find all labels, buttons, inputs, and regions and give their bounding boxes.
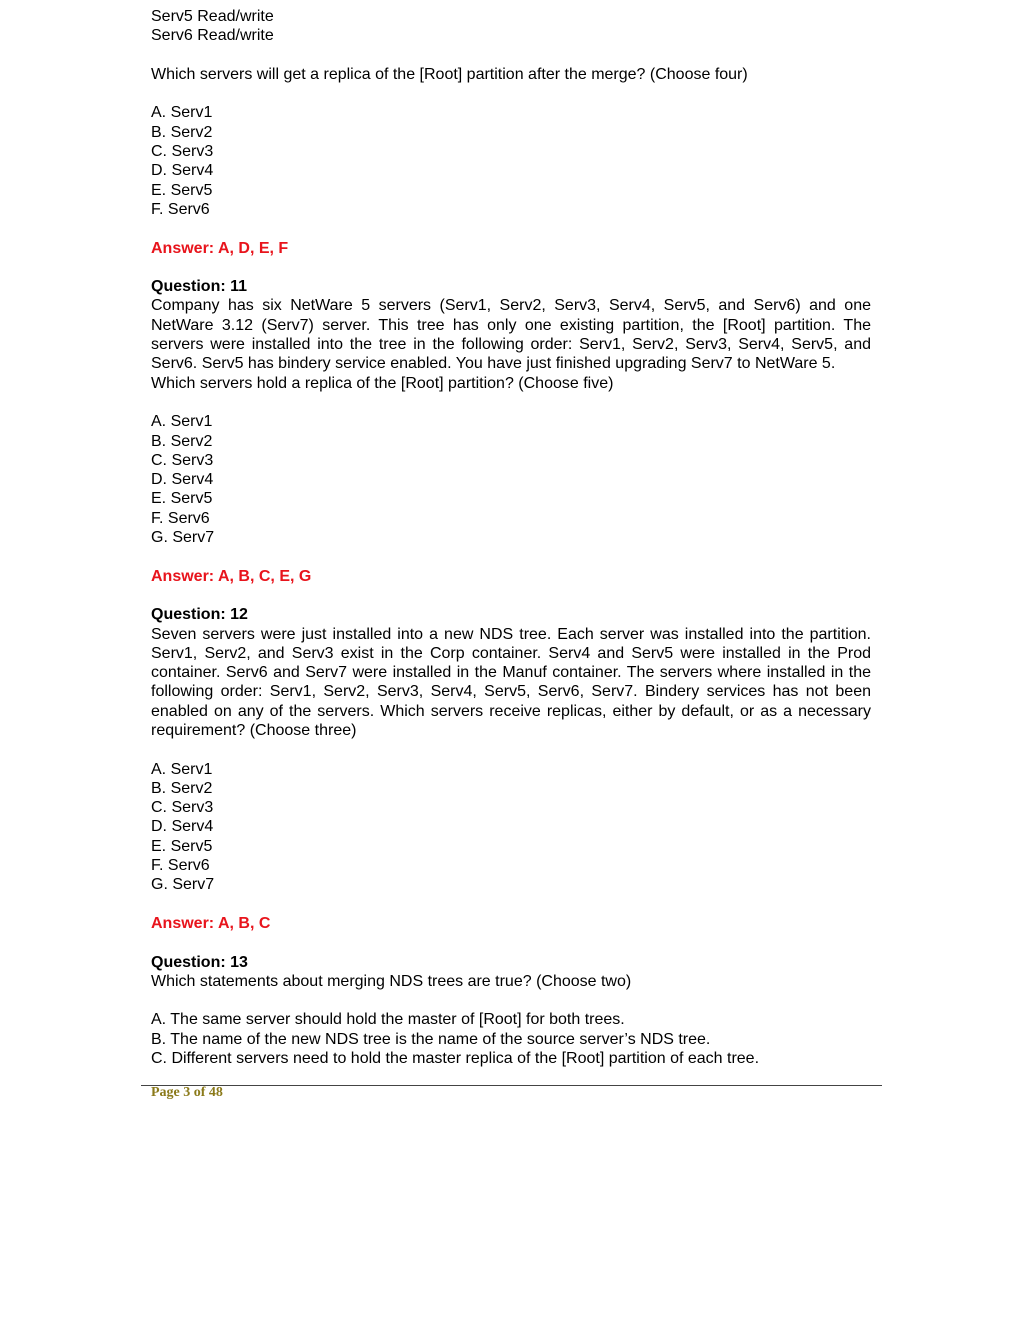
option-item: D. Serv4 [151, 471, 214, 489]
option-item: F. Serv6 [151, 857, 210, 875]
option-item: G. Serv7 [151, 529, 215, 547]
option-item: C. Serv3 [151, 143, 214, 161]
option-item: D. Serv4 [151, 818, 214, 836]
option-item: C. Different servers need to hold the master replica of the [Root] partition of each tree. [151, 1050, 760, 1068]
option-item: B. Serv2 [151, 779, 213, 797]
text-line: Serv5 Read/write [151, 8, 274, 25]
option-item: A. The same server should hold the master of [Root] for both trees. [151, 1011, 625, 1029]
option-item: B. The name of the new NDS tree is the name of the source server’s NDS tree. [151, 1030, 711, 1048]
option-item: B. Serv2 [151, 432, 213, 450]
option-item: E. Serv5 [151, 181, 213, 199]
option-item: F. Serv6 [151, 200, 210, 218]
option-item: C. Serv3 [151, 451, 214, 469]
answer-line: Answer: A, B, C, E, G [151, 567, 312, 585]
option-item: A. Serv1 [151, 413, 213, 431]
question-prompt: Which statements about merging NDS trees are true? (Choose two) [151, 972, 632, 990]
document-body [151, 7, 871, 1068]
answer-line: Answer: A, D, E, F [151, 239, 289, 257]
option-item: B. Serv2 [151, 123, 213, 141]
question-text: Seven servers were just installed into a new NDS tree. Each server was installed into the partition. Serv1, Serv2, and Serv3 exist in the Corp container. Serv4 and Serv5 were installed in the Prod container. Serv6 and Serv7 were installed in the Manuf container. The servers where installed in the following order: Serv1, Serv2, Serv3, Serv4, Serv5, Serv6, Serv7. Bindery services has not been enabled on any of the servers. Which servers receive replicas, either by default, or as a necessary requirement? (Choose three) [151, 625, 871, 739]
question-heading: Question: 11 [151, 278, 248, 296]
question-heading: Question: 12 [151, 606, 248, 624]
question-heading: Question: 13 [151, 953, 248, 971]
answer-line: Answer: A, B, C [151, 914, 271, 932]
question-prompt: Which servers hold a replica of the [Root] partition? (Choose five) [151, 374, 614, 392]
question-prompt: Which servers will get a replica of the [Root] partition after the merge? (Choose four) [151, 65, 748, 83]
option-item: D. Serv4 [151, 162, 214, 180]
text-line: Serv6 Read/write [151, 27, 274, 45]
option-item: E. Serv5 [151, 837, 213, 855]
page-number: Page 3 of 48 [151, 1085, 223, 1100]
option-item: G. Serv7 [151, 876, 215, 894]
option-item: F. Serv6 [151, 509, 210, 527]
footer-divider [141, 1085, 882, 1086]
option-item: C. Serv3 [151, 799, 214, 817]
option-item: A. Serv1 [151, 104, 213, 122]
option-item: E. Serv5 [151, 490, 213, 508]
question-text: Company has six NetWare 5 servers (Serv1, Serv2, Serv3, Serv4, Serv5, and Serv6) and one NetWare 3.12 (Serv7) server. This tree has only one existing partition, the [Root] partition. The servers were installed into the tree in the following order: Serv1, Serv2, Serv3, Serv4, Serv5, and Serv6. Serv5 has bindery service enabled. You have just finished upgrading Serv7 to NetWare 5. [151, 297, 871, 373]
option-item: A. Serv1 [151, 760, 213, 778]
